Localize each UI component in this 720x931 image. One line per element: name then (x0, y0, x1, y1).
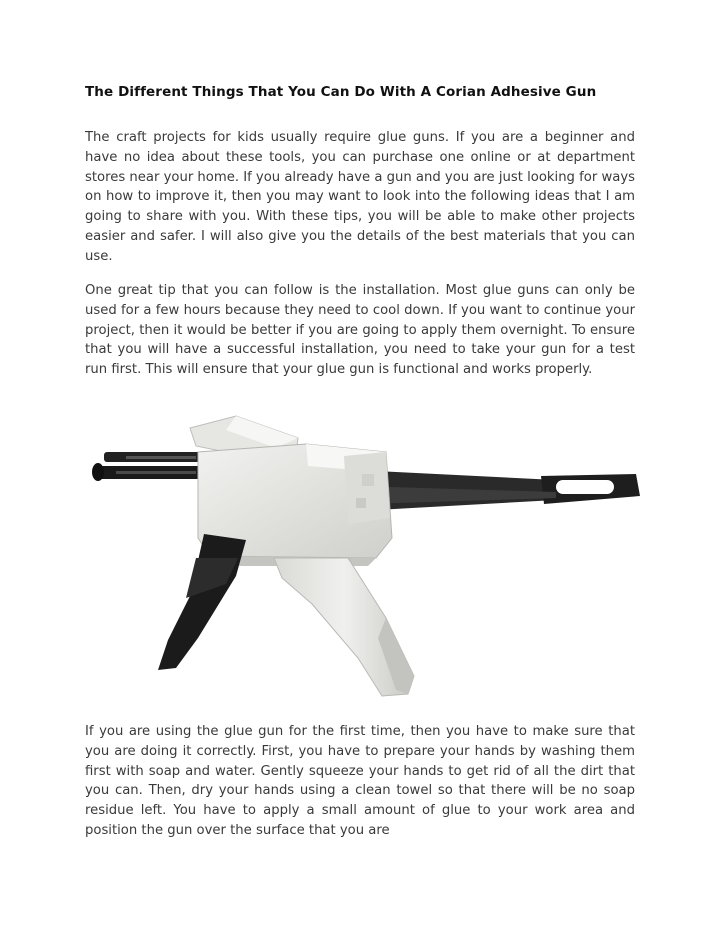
plunger-plate (356, 470, 640, 510)
adhesive-gun-illustration (86, 408, 642, 708)
plunger-rods-left (92, 452, 211, 481)
gun-handle (274, 558, 414, 696)
black-trigger (158, 534, 246, 670)
document-title: The Different Things That You Can Do With A Corian Adhesive Gun (85, 84, 597, 100)
paragraph-2: One great tip that you can follow is the installation. Most glue guns can only be used for a few hours because they need to cool down. If you want to continue your project, then it would be better if you are going to apply them overnight. To ensure that you will have a successful installation, you need to take your gun for a test run first. This will ensure that your glue gun is functional and works properly. (85, 283, 635, 378)
paragraph-3: If you are using the glue gun for the first time, then you have to make sure that you are doing it correctly. First, you have to prepare your hands by washing them first with soap and water. Gently squeeze your hands to get rid of all the dirt that you can. Then, dry your hands using a clean towel so that there will be no soap residue left. You have to apply a small amount of glue to your work area and position the gun over the surface that you are (85, 724, 635, 838)
paragraph-1: The craft projects for kids usually require glue guns. If you are a beginner and have no idea about these tools, you can purchase one online or at department stores near your home. If you already have a gun and you are just looking for ways on how to improve it, then you may want to look into the following ideas that I am going to share with you. With these tips, you will be able to make other projects easier and safer. I will also give you the details of the best materials that you can use. (85, 130, 635, 264)
adhesive-gun-image (86, 408, 642, 708)
